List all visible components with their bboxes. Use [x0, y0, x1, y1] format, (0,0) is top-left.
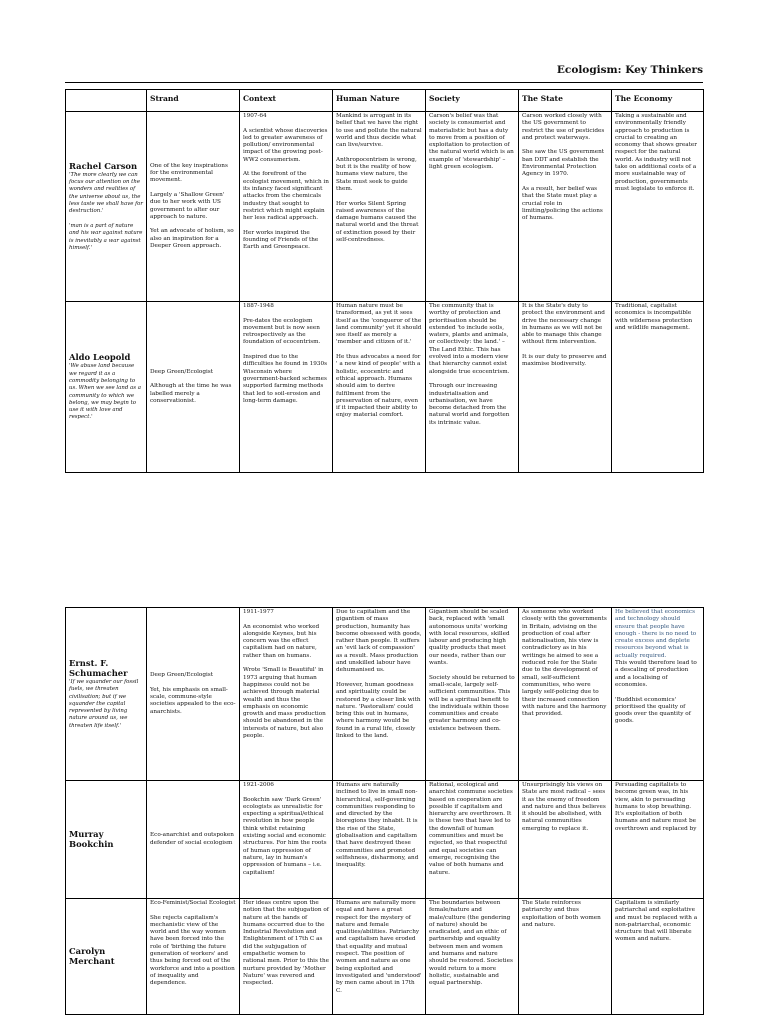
human-nature-cell: Humans are naturally more equal and have a great respect for the mystery of nature and female qualities/abilities. Patriarchy and capitalism have eroded that equality and mutual respect. The position of women and nature as one being exploited and investigated and 'understood' by men came about in 17th C. [333, 899, 426, 1015]
header-row [66, 90, 704, 112]
thinker-cell [66, 112, 147, 302]
economy-cell: Persuading capitalists to become green was, in his view, akin to persuading humans to stop breathing. It's exploitation of both humans and nature must be overthrown and replaced by [612, 781, 704, 899]
context-cell: Her ideas centre upon the notion that the subjugation of nature at the hands of humans occurred due to the Industrial Revolution and Enlightenment of 17th C as did the subjugation of empathetic women to rational men. Prior to this the nurture provided by 'Mother Nature' was revered and respected. [240, 899, 333, 1015]
header-blank [66, 90, 147, 112]
economy-cell: Traditional, capitalist economics is incompatible with wilderness protection and wildlife management. [612, 302, 704, 473]
thinker-name: Aldo Leopold [69, 352, 131, 363]
state-cell: It is the State's duty to protect the environment and drive the necessary change in humans as we will not be able to manage this change without firm intervention. It is our duty to preserve and maximise biodiversity. [519, 302, 612, 473]
strand-cell: Deep Green/Ecologist Yet, his emphasis on small-scale, commune-style societies appealed to the eco-anarchists. [147, 608, 240, 781]
economy-cell: Taking a sustainable and environmentally friendly approach to production is crucial to creating an economy that shows greater respect for the natural world. As industry will not take on additional costs of a more sustainable way of production, governments must legislate to enforce it. [612, 112, 704, 302]
economy-highlight-text: He believed that economics and technology should ensure that people have enough - there is no need to create excess and deplete resources beyond what is actually required. [615, 609, 697, 659]
thinker-cell [66, 899, 147, 1015]
thinker-row-schumacher [66, 608, 704, 781]
society-cell: Rational, ecological and anarchist commune societies based on cooperation are possible if capitalism and hierarchy are overthrown. It is these two that have led to the downfall of human communities and must be rejected, so that respectful and equal societies can emerge, recognising the value of both humans and nature. [426, 781, 519, 899]
thinker-row-bookchin [66, 781, 704, 899]
header-strand: Strand [147, 90, 240, 112]
title-rule [65, 82, 703, 83]
thinker-row-merchant [66, 899, 704, 1015]
strand-cell: One of the key inspirations for the environmental movement. Largely a 'Shallow Green' due to her work with US government to alter our approach to nature. Yet an advocate of holism, so also an inspiration for a Deeper Green approach. [147, 112, 240, 302]
thinker-name: Murray Bookchin [69, 829, 114, 849]
economy-cell [612, 608, 704, 781]
header-state: The State [519, 90, 612, 112]
thinker-row-aldo-leopold [66, 302, 704, 473]
thinker-name: Rachel Carson [69, 160, 138, 171]
context-cell: 1887-1948 Pre-dates the ecologism movement but is now seen retrospectively as the foundation of ecocentrism. Inspired due to the difficulties he found in 1930s Wisconsin where government-backed schemes supported farming methods that led to soil-erosion and long-term damage. [240, 302, 333, 473]
thinker-cell [66, 781, 147, 899]
header-economy: The Economy [612, 90, 704, 112]
state-cell: As someone who worked closely with the governments in Britain, advising on the production of coal after nationalisation, his view is contradictory as in his writings he aimed to see a reduced role for the State due to the development of small, self-sufficient communities, who were largely self-policing due to their increased connection with nature and the harmony that provided. [519, 608, 612, 781]
strand-cell: Deep Green/Ecologist Although at the time he was labelled merely a conservationist. [147, 302, 240, 473]
thinker-name: Carolyn Merchant [69, 946, 115, 966]
header-society: Society [426, 90, 519, 112]
context-cell: 1907-64 A scientist whose discoveries led to greater awareness of pollution/ environmental impact of the growing post-WW2 consumerism. At the forefront of the ecologist movement, which in its infancy faced significant attacks from the chemicals industry that sought to restrict which might explain her less radical approach. Her works inspired the founding of Friends of the Earth and Greenpeace. [240, 112, 333, 302]
header-human-nature: Human Nature [333, 90, 426, 112]
thinker-name: Ernst. F. Schumacher [69, 657, 128, 678]
thinker-quote: 'If we squander our fossil fuels, we threaten civilisation; but if we squander the capital represented by living nature around us, we threaten life itself.' [69, 678, 139, 729]
human-nature-cell: Humans are naturally inclined to live in small non-hierarchical, self-governing communities responding to and directed by the bioregions they inhabit. It is the rise of the State, globalisation and capitalism that have destroyed these communities and promoted selfishness, disharmony, and inequality. [333, 781, 426, 899]
thinker-cell [66, 608, 147, 781]
thinker-quote: 'The more clearly we can focus our attention on the wonders and realities of the universe about us, the less taste we shall have for destruction.' 'man is a part of nature and his war against nature is inevitably a war against himself.' [69, 171, 143, 251]
page-title: Ecologism: Key Thinkers [556, 64, 703, 76]
state-cell: Carson worked closely with the US government to restrict the use of pesticides and protect waterways. She saw the US government ban DDT and establish the Environmental Protection Agency in 1970. As a result, her belief was that the State must play a crucial role in limiting/policing the actions of humans. [519, 112, 612, 302]
society-cell: Carson's belief was that society is consumerist and materialistic but has a duty to move from a position of exploitation to protection of the natural world which is an example of 'stewardship' – light green ecologism. [426, 112, 519, 302]
economy-cell: Capitalism is similarly patriarchal and exploitative and must be replaced with a non-patriarchal, economic structure that will liberate women and nature. [612, 899, 704, 1015]
human-nature-cell: Due to capitalism and the gigantism of mass production, humanity has become obsessed with goods, rather than people. It suffers an 'evil lack of compassion' as a result. Mass production and unskilled labour have dehumanised us. However, human goodness and spirituality could be restored by a closer link with nature. 'Pastoralism' could bring this out in humans, where harmony would be found in a rural life, closely linked to the land. [333, 608, 426, 781]
key-thinkers-table-1 [65, 89, 704, 473]
thinker-quote: 'We abuse land because we regard it as a commodity belonging to us. When we see land as a community to which we belong, we may begin to use it with love and respect.' [69, 363, 141, 421]
strand-cell: Eco-Feminist/Social Ecologist She rejects capitalism's mechanistic view of the world and the way women have been forced into the role of 'birthing the future generation of workers' and thus being forced out of the workforce and into a position of inequality and dependence. [147, 899, 240, 1015]
human-nature-cell: Human nature must be transformed, as yet it sees itself as the 'conqueror of the land community' yet it should see itself as merely a 'member and citizen of it.' He thus advocates a need for ' a new kind of people' with a holistic, ecocentric and ethical approach. Humans should aim to derive fulfilment from the preservation of nature, even if it impacted their ability to enjoy material comfort. [333, 302, 426, 473]
context-cell: 1921-2006 Bookchin saw 'Dark Green' ecologists as unrealistic for expecting a spiritual/ethical revolution in how people think whilst retaining existing social and economic structures. For him the roots of human oppression of nature, lay in human's oppression of humans – i.e. capitalism! [240, 781, 333, 899]
state-cell: Unsurprisingly his views on State are most radical – sees it as the enemy of freedom and nature and thus believes it should be abolished, with natural communities emerging to replace it. [519, 781, 612, 899]
state-cell: The State reinforces patriarchy and thus exploitation of both women and nature. [519, 899, 612, 1015]
key-thinkers-table-2 [65, 607, 704, 1015]
strand-cell: Eco-anarchist and outspoken defender of social ecologism [147, 781, 240, 899]
society-cell: The community that is worthy of protection and prioritisation should be extended 'to include soils, waters, plants and animals, or collectively: the land.' – The Land Ethic. This has evolved into a modern view that hierarchy cannot exist alongside true ecocentrism. Through our increasing industrialisation and urbanisation, we have become detached from the natural world and forgotten its intrinsic value. [426, 302, 519, 473]
header-context: Context [240, 90, 333, 112]
human-nature-cell: Mankind is arrogant in its belief that we have the right to use and pollute the natural world and thus decide what can live/survive. Anthropocentrism is wrong, but it is the reality of how humans view nature, the State must seek to guide them. Her works Silent Spring raised awareness of the damage humans caused the natural world and the threat of extinction posed by their self-centredness. [333, 112, 426, 302]
society-cell: Gigantism should be scaled back, replaced with 'small autonomous units' working with local resources, skilled labour and producing high quality products that meet our needs, rather than our wants. Society should be returned to small-scale, largely self-sufficient communities. This will be a spiritual benefit to the individuals within those communities and create greater harmony and co-existence between them. [426, 608, 519, 781]
thinker-row-rachel-carson [66, 112, 704, 302]
economy-text: This would therefore lead to a descaling of production and a localising of economies. 'Buddhist economics' prioritised the quality of goods over the quantity of goods. [615, 660, 697, 725]
context-cell: 1911-1977 An economist who worked alongside Keynes, but his concern was the effect capitalism had on nature, rather than on humans. Wrote 'Small is Beautiful' in 1973 arguing that human happiness could not be achieved through material wealth and thus the emphasis on economic growth and mass production should be abandoned in the interests of nature, but also people. [240, 608, 333, 781]
thinker-cell [66, 302, 147, 473]
society-cell: The boundaries between female/nature and male/culture (the gendering of nature) should be eradicated, and an ethic of partnership and equality between men and women and humans and nature should be restored. Societies would return to a more holistic, sustainable and equal partnership. [426, 899, 519, 1015]
